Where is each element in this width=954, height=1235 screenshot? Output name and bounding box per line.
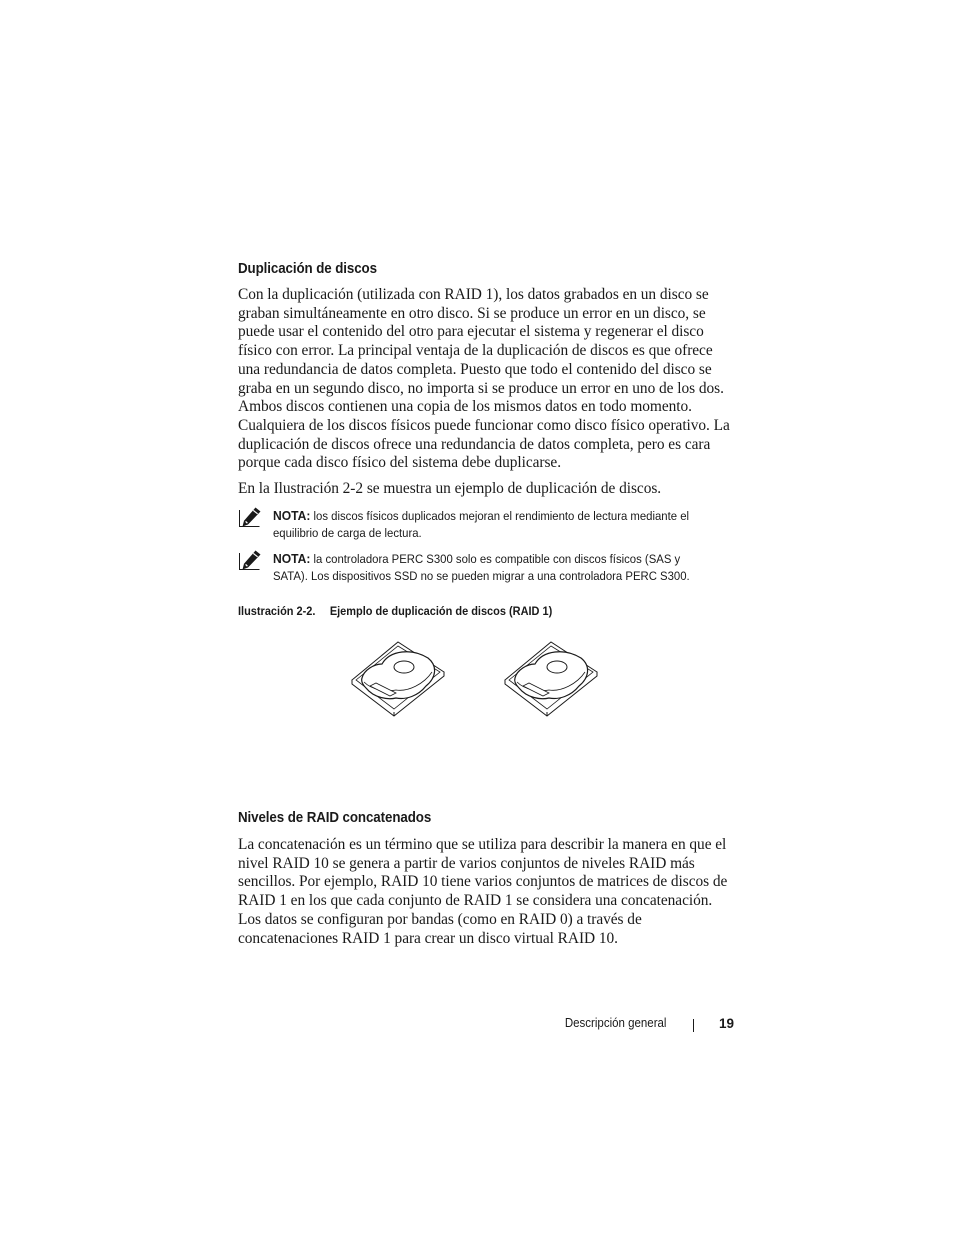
figure-number: Ilustración 2-2. [238, 604, 316, 618]
mirroring-paragraph: Con la duplicación (utilizada con RAID 1), los datos grabados en un disco se graban simultáneamente en otro disco. Si se produce un error en un disco, se puede usar el contenido del otro para ejecutar el sistema y regenerar el disco físico con error. La principal ventaja de la duplicación de discos es que ofrece una redundancia de datos completa. Puesto que todo el contenido del disco se graba en un segundo disco, no importa si se produce un error en uno de los dos. Ambos discos contienen una copia de los mismos datos en todo momento. Cualquiera de los discos físicos puede funcionar como disco físico operativo. La duplicación de discos ofrece una redundancia de datos completa, pero es cara porque cada disco físico del sistema debe duplicarse. [238, 286, 730, 472]
figure-reference-paragraph: En la Ilustración 2-2 se muestra un ejemplo de duplicación de discos. [238, 480, 662, 497]
section-heading-spanned: Niveles de RAID concatenados [238, 810, 432, 826]
pencil-note-icon [239, 550, 261, 570]
page-number: 19 [718, 1016, 734, 1031]
section-heading-mirroring: Duplicación de discos [238, 261, 377, 277]
pencil-note-icon [239, 507, 261, 527]
hard-disk-icon [505, 642, 597, 716]
footer-section-title: Descripción general [564, 1016, 666, 1030]
footer-separator [693, 1019, 694, 1032]
hard-disk-icon [352, 642, 444, 716]
note-text [273, 507, 710, 542]
raid1-mirroring-figure [350, 640, 602, 718]
note-label: NOTA: [273, 551, 311, 566]
note-body: la controladora PERC S300 solo es compatible con discos físicos (SAS y SATA). Los dispositivos SSD no se pueden migrar a una controladora PERC S300. [273, 552, 690, 583]
note-text [273, 550, 710, 585]
page-footer [238, 1016, 736, 1036]
note-body: los discos físicos duplicados mejoran el rendimiento de lectura mediante el equilibrio de carga de lectura. [273, 509, 690, 540]
spanned-paragraph: La concatenación es un término que se utiliza para describir la manera en que el nivel RAID 10 se genera a partir de varios conjuntos de niveles RAID más sencillos. Por ejemplo, RAID 10 tiene varios conjuntos de matrices de discos de RAID 1 en los que cada conjunto de RAID 1 se considera una concatenación. Los datos se configuran por bandas (como en RAID 0) a través de concatenaciones RAID 1 para crear un disco virtual RAID 10. [238, 836, 728, 947]
figure-caption [238, 604, 552, 618]
note-label: NOTA: [273, 508, 311, 523]
figure-title: Ejemplo de duplicación de discos (RAID 1) [329, 604, 553, 618]
